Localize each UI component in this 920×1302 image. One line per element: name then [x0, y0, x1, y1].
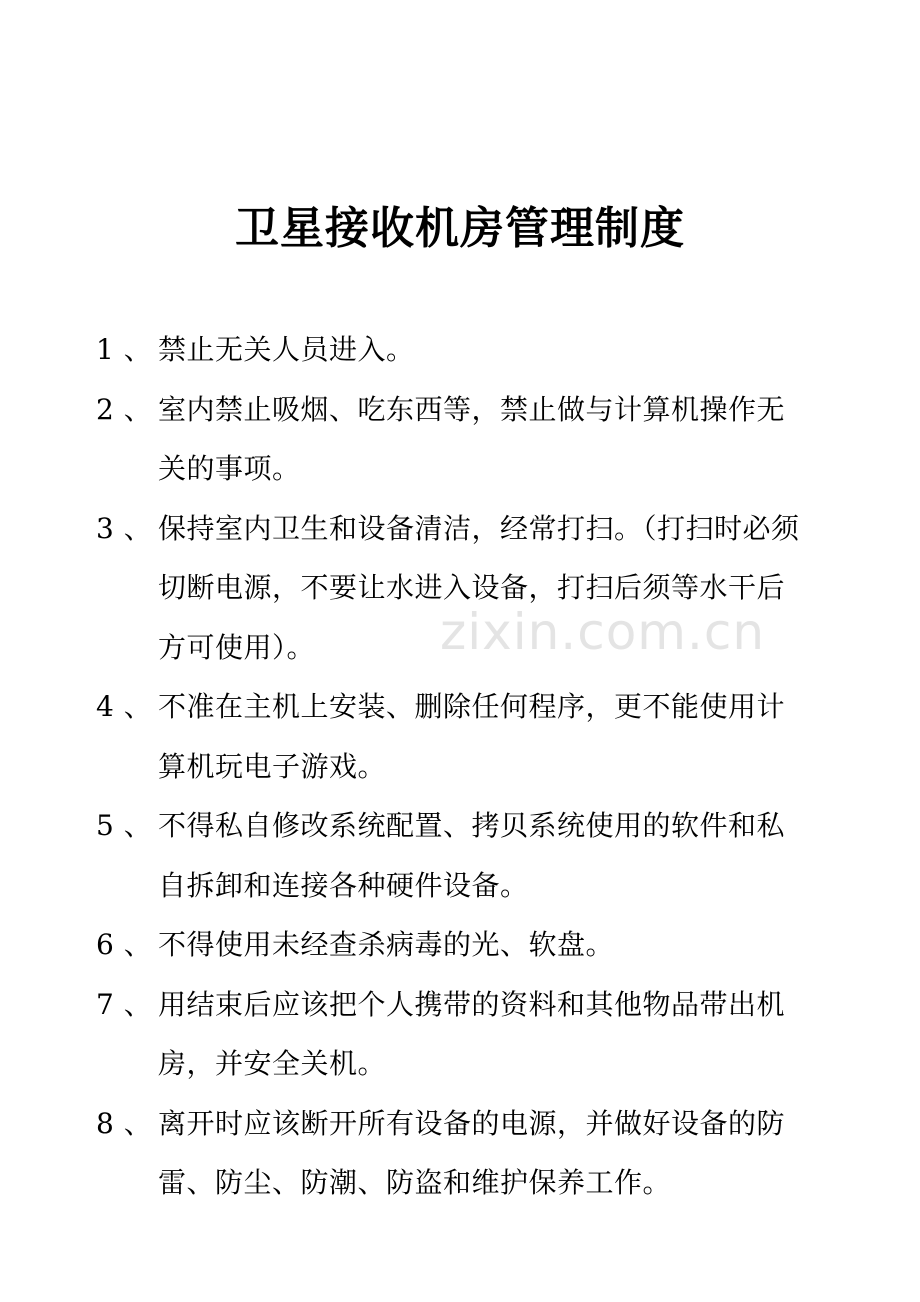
rule-item-3 — [96, 499, 806, 678]
rule-text: 室内禁止吸烟、吃东西等，禁止做与计算机操作无关的事项。 — [158, 392, 786, 485]
rule-text: 不得使用未经查杀病毒的光、软盘。 — [158, 928, 615, 961]
rule-number: 6 、 — [96, 928, 153, 961]
rule-number: 5 、 — [96, 809, 153, 842]
rule-item-2 — [96, 380, 806, 499]
rule-text: 保持室内卫生和设备清洁，经常打扫。（打扫时必须切断电源，不要让水进入设备，打扫后须等水干后方可使用）。 — [158, 511, 800, 664]
rule-text: 不准在主机上安装、删除任何程序，更不能使用计算机玩电子游戏。 — [158, 690, 786, 783]
rule-number: 4 、 — [96, 690, 153, 723]
watermark-text: zixin.com.cn — [440, 603, 766, 661]
rule-number: 2 、 — [96, 392, 153, 426]
rule-text: 禁止无关人员进入。 — [158, 333, 415, 366]
rule-item-7 — [96, 975, 806, 1094]
rule-number: 3 、 — [96, 511, 153, 545]
rule-text: 离开时应该断开所有设备的电源，并做好设备的防雷、防尘、防潮、防盗和维护保养工作。 — [158, 1106, 786, 1199]
rules-list — [96, 320, 806, 1213]
rule-number: 8 、 — [96, 1106, 153, 1140]
rule-number: 1 、 — [96, 333, 153, 366]
rule-item-4 — [96, 677, 806, 796]
rule-item-5 — [96, 796, 806, 915]
rule-number: 7 、 — [96, 987, 153, 1021]
document-title: 卫星接收机房管理制度 — [235, 203, 685, 255]
rule-item-6 — [96, 915, 806, 975]
rule-text: 不得私自修改系统配置、拷贝系统使用的软件和私自拆卸和连接各种硬件设备。 — [158, 809, 786, 902]
rule-item-8 — [96, 1094, 806, 1213]
rule-item-1 — [96, 320, 806, 380]
rule-text: 用结束后应该把个人携带的资料和其他物品带出机房，并安全关机。 — [158, 987, 786, 1080]
